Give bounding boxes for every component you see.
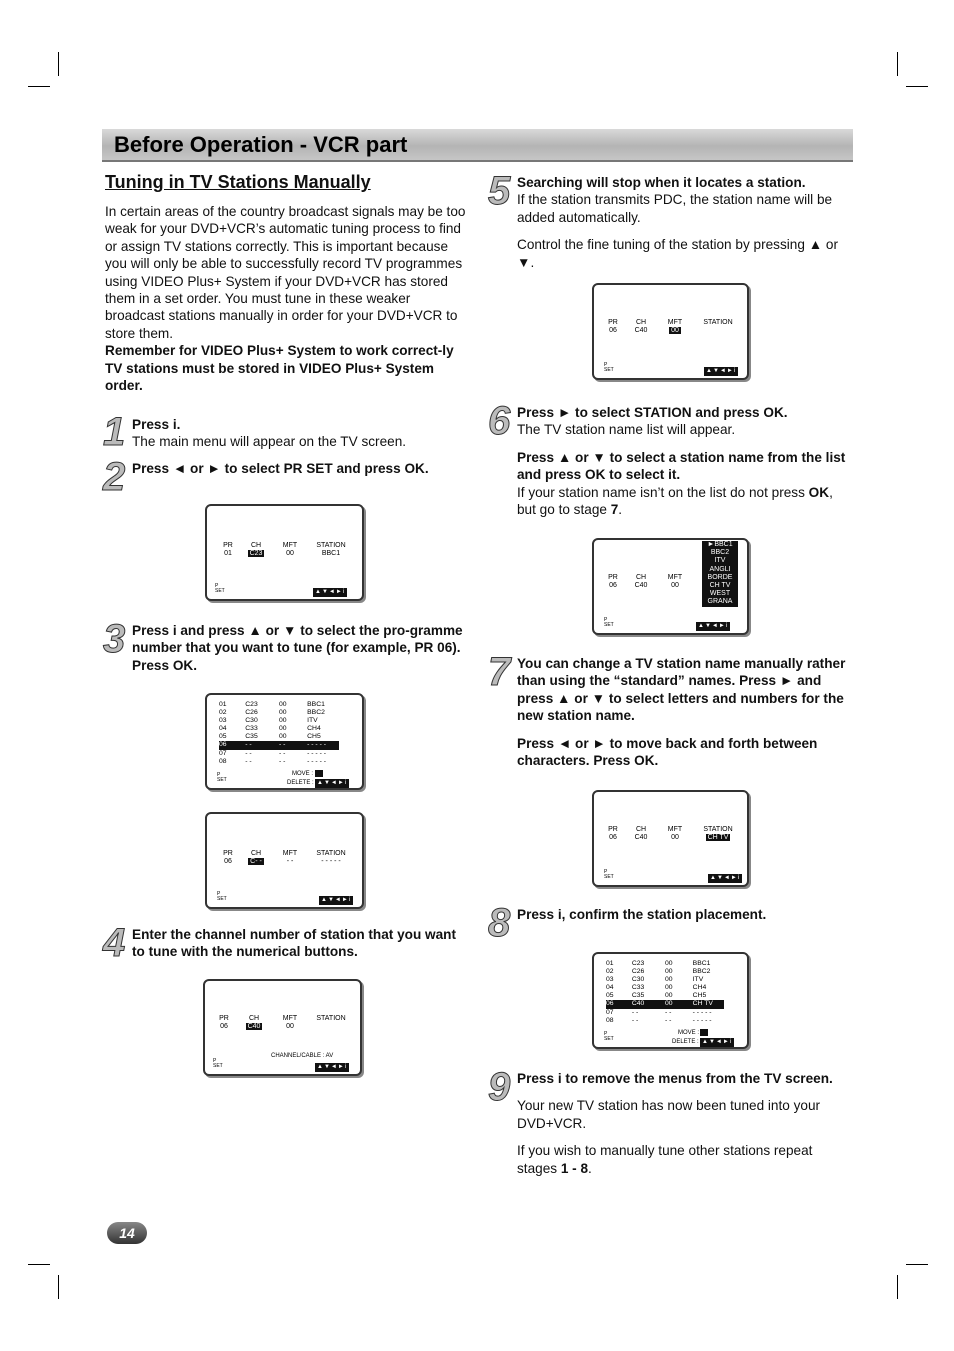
step-2-bold: Press ◄ or ► to select PR SET and press OK. — [132, 461, 429, 476]
list-row — [219, 733, 339, 741]
list-cell: 00 — [279, 725, 287, 733]
step-1-text — [132, 416, 467, 451]
station-name-item: ANGLI — [709, 565, 731, 573]
list-cell: 07 — [606, 1008, 614, 1016]
move-label: MOVE : — [292, 771, 314, 777]
station-label: STATION — [316, 850, 346, 857]
channel-cable-label: CHANNEL/CABLE : AV — [271, 1053, 334, 1059]
pr-label: PR — [608, 319, 618, 326]
station-name-item: ►BBC1 — [707, 541, 733, 548]
list-cell: CH4 — [692, 984, 707, 992]
mft-label: MFT — [667, 574, 683, 581]
list-cell: 05 — [219, 733, 227, 741]
ch-value: C- - — [250, 858, 262, 865]
list-row — [219, 717, 339, 725]
intro-text: In certain areas of the country broadcast signals may be too weak for your DVD+VCR’s automatic tuning process to find or assign TV stations correctly. This is important because you will only be able to successfully record TV programmes using VIDEO Plus+ System if your DVD+VCR has stored them in a set order. You must tune in these weaker broadcast stations manually in order for your DVD+VCR to store them. — [105, 204, 466, 341]
list-row — [219, 725, 339, 733]
station-label: STATION — [316, 542, 346, 549]
list-cell: - - — [279, 741, 286, 749]
list-row — [219, 709, 339, 717]
list-cell: CH5 — [307, 733, 321, 741]
step-3-bold: Press i and press ▲ or ▼ to select the pro-gramme number that you want to tune (for example, PR 06). Press OK. — [132, 623, 463, 673]
nav-buttons-icon: ▲▼◄►i — [706, 368, 737, 374]
ch-label: CH — [635, 574, 647, 581]
crop-mark — [58, 52, 59, 76]
station-name-item: ITV — [714, 557, 726, 565]
step-2-text — [132, 460, 467, 477]
list-cell: 00 — [665, 992, 673, 1000]
ch-label: CH — [250, 542, 262, 549]
list-cell: 00 — [665, 976, 673, 984]
tv-screen-program-list — [205, 693, 364, 790]
ch-value: C40 — [247, 1023, 261, 1030]
pset-icon: P SET — [215, 583, 225, 594]
step-9-stages: 1 - 8 — [560, 1160, 589, 1176]
list-cell: C26 — [631, 968, 645, 976]
list-cell: 00 — [665, 984, 673, 992]
step-5-body: If the station transmits PDC, the station name will be added automatically. — [517, 192, 833, 225]
list-cell: 06 — [606, 1000, 614, 1008]
step-6-body2c: , but go to stage — [517, 484, 833, 518]
delete-label: DELETE : — [287, 780, 314, 786]
step-9-body2a: If you wish to manually tune other stations repeat stages — [517, 1143, 813, 1176]
list-cell: BBC2 — [692, 968, 711, 976]
step-1-body: The main menu will appear on the TV screen. — [132, 434, 407, 450]
station-label: STATION — [703, 319, 733, 326]
station-name-item: BORDE — [707, 573, 733, 581]
list-cell: - - — [631, 1016, 639, 1024]
station-name-list — [702, 541, 738, 607]
step-number: 8 — [488, 901, 511, 945]
station-name-item: CH TV — [709, 582, 731, 590]
step-3-text — [132, 622, 467, 674]
list-cell: C35 — [631, 992, 645, 1000]
list-cell: 02 — [219, 709, 227, 717]
station-value: - - - - - — [321, 858, 341, 865]
list-row — [606, 960, 724, 968]
step-6-text — [517, 404, 850, 518]
list-cell: CH4 — [307, 725, 321, 733]
list-cell: 00 — [279, 709, 287, 717]
program-list — [606, 960, 724, 1025]
pr-value: 01 — [224, 550, 232, 557]
station-name-item: BBC2 — [710, 549, 730, 557]
program-list — [219, 701, 339, 766]
station-name-item: GRANA — [707, 598, 733, 606]
list-cell: 00 — [279, 717, 287, 725]
list-cell: 04 — [606, 984, 614, 992]
list-cell: C30 — [245, 717, 258, 725]
delete-label: DELETE : — [672, 1039, 699, 1045]
step-6-stage: 7 — [610, 502, 619, 518]
station-value: BBC1 — [321, 550, 341, 557]
tv-screen-station-list — [592, 538, 749, 635]
ch-label: CH — [635, 826, 647, 833]
list-row — [219, 750, 339, 758]
step-5-body2: Control the fine tuning of the station by pressing ▲ or ▼. — [517, 237, 839, 270]
list-cell: C33 — [631, 984, 645, 992]
step-number: 4 — [103, 921, 126, 965]
list-cell: 00 — [665, 960, 673, 967]
list-cell: - - — [279, 749, 286, 757]
mft-label: MFT — [282, 542, 298, 549]
step-number: 5 — [488, 169, 511, 213]
tv-screen-pr-set — [205, 504, 364, 601]
move-label: MOVE : — [678, 1030, 700, 1036]
mft-value: 00 — [671, 582, 679, 589]
step-number: 2 — [103, 455, 126, 499]
list-cell: 00 — [665, 1000, 673, 1008]
list-cell: - - - - - — [307, 757, 326, 765]
list-cell: ITV — [307, 717, 318, 725]
ch-value: C40 — [634, 834, 648, 841]
pset-icon: P SET — [604, 617, 614, 628]
intro-column — [105, 172, 470, 394]
step-6-body2e: . — [618, 502, 623, 518]
section-title: Tuning in TV Stations Manually — [105, 172, 371, 192]
tv-screen-program-list-final — [592, 952, 749, 1049]
nav-buttons-icon: ▲▼◄►i — [317, 1064, 348, 1070]
list-row — [606, 968, 724, 976]
step-8-bold: Press i, confirm the station placement. — [517, 907, 767, 922]
nav-buttons-icon: ▲▼◄►i — [315, 589, 346, 595]
pr-value: 06 — [609, 327, 617, 334]
step-5-bold: Searching will stop when it locates a station. — [517, 175, 806, 190]
step-number: 3 — [103, 617, 126, 661]
list-cell: C23 — [245, 701, 258, 708]
pr-label: PR — [219, 1015, 229, 1022]
list-cell: - - — [631, 1008, 639, 1016]
step-9-text — [517, 1070, 850, 1177]
step-6-bold: Press ► to select STATION and press OK. — [517, 405, 788, 420]
list-cell: C40 — [631, 1000, 645, 1008]
list-row — [219, 701, 339, 709]
list-cell: BBC2 — [307, 709, 325, 717]
ch-label: CH — [248, 1015, 260, 1022]
pr-label: PR — [608, 574, 618, 581]
crop-mark — [58, 1275, 59, 1299]
list-cell: 06 — [219, 741, 227, 749]
pr-value: 06 — [224, 858, 232, 865]
list-cell: 03 — [219, 717, 227, 725]
mft-label: MFT — [282, 850, 298, 857]
list-cell: 04 — [219, 725, 227, 733]
list-cell: - - — [245, 749, 252, 757]
list-cell: - - — [245, 757, 252, 765]
step-6-body2a: If your station name isn’t on the list do not press — [517, 484, 809, 500]
list-cell: 03 — [606, 976, 614, 984]
step-6-ok: OK — [808, 484, 830, 500]
list-cell: 01 — [606, 960, 614, 967]
ch-value: C23 — [249, 550, 263, 557]
crop-mark — [906, 1264, 928, 1265]
pr-label: PR — [223, 542, 233, 549]
step-7-bold: You can change a TV station name manually rather than using the “standard” names. Press ► and press ▲ or ▼ to select letters and numbers for the new station name. — [517, 656, 846, 724]
move-icon — [700, 1029, 708, 1036]
list-cell: - - — [665, 1016, 672, 1024]
list-cell: 00 — [279, 733, 287, 741]
list-cell: 00 — [279, 701, 287, 708]
pr-label: PR — [223, 850, 233, 857]
list-cell: CH TV — [692, 1000, 713, 1008]
list-cell: - - — [245, 741, 252, 749]
crop-mark — [28, 86, 50, 87]
pset-icon: P SET — [213, 1058, 223, 1069]
nav-buttons-icon: ▲▼◄►i — [698, 623, 729, 629]
tv-screen-fine-tune — [592, 283, 749, 380]
list-cell: C35 — [245, 733, 258, 741]
list-cell: 00 — [665, 968, 673, 976]
list-row — [606, 1009, 724, 1017]
step-7-text — [517, 655, 850, 769]
list-cell: BBC1 — [692, 960, 711, 967]
step-7-bold2: Press ◄ or ► to move back and forth between characters. Press OK. — [517, 735, 818, 769]
list-cell: C26 — [245, 709, 258, 717]
list-cell: BBC1 — [307, 701, 325, 708]
list-cell: C23 — [631, 960, 645, 967]
list-row — [219, 758, 339, 766]
mft-value: 00 — [671, 834, 679, 841]
list-cell: - - - - - — [692, 1016, 712, 1024]
step-number: 7 — [488, 650, 511, 694]
list-row — [219, 741, 339, 749]
step-number: 6 — [488, 399, 511, 443]
step-4-bold: Enter the channel number of station that you want to tune with the numerical buttons. — [132, 927, 457, 960]
station-name-item: WEST — [709, 590, 731, 598]
list-row — [606, 976, 724, 984]
list-cell: 08 — [606, 1016, 614, 1024]
list-cell: - - - - - — [692, 1008, 712, 1016]
nav-buttons-icon: ▲▼◄►i — [321, 897, 352, 903]
tv-screen-edit-name — [592, 790, 749, 887]
crop-mark — [906, 86, 928, 87]
list-cell: 08 — [219, 757, 227, 765]
nav-buttons-icon: ▲▼◄►i — [702, 1039, 733, 1045]
step-6-body: The TV station name list will appear. — [517, 422, 736, 438]
step-number: 1 — [103, 410, 126, 454]
step-9-body2c: . — [588, 1160, 592, 1176]
header-banner — [102, 129, 853, 162]
step-6-bold2: Press ▲ or ▼ to select a station name from the list and press OK to select it. — [517, 449, 846, 483]
pset-icon: P SET — [604, 362, 614, 373]
move-icon — [315, 770, 323, 777]
mft-label: MFT — [667, 826, 683, 833]
step-9-body: Your new TV station has now been tuned into your DVD+VCR. — [517, 1098, 821, 1131]
pset-icon: P SET — [217, 772, 227, 783]
mft-label: MFT — [667, 319, 683, 326]
intro-bold: Remember for VIDEO Plus+ System to work correct-ly TV stations must be stored in VIDEO Plus+ System order. — [105, 343, 454, 394]
tv-screen-pr-06 — [205, 812, 364, 909]
list-cell: 02 — [606, 968, 614, 976]
nav-buttons-icon: ▲▼◄►i — [317, 780, 348, 786]
list-cell: - - — [279, 757, 286, 765]
list-cell: CH5 — [692, 992, 707, 1000]
ch-label: CH — [635, 319, 647, 326]
list-cell: - - - - - — [307, 741, 326, 749]
pset-icon: P SET — [604, 869, 614, 880]
list-row — [606, 992, 724, 1000]
crop-mark — [897, 1275, 898, 1299]
list-cell: - - — [665, 1008, 672, 1016]
crop-mark — [897, 52, 898, 76]
list-cell: C30 — [631, 976, 645, 984]
station-label: STATION — [703, 826, 733, 833]
page-title: Before Operation - VCR part — [114, 132, 408, 157]
list-cell: 01 — [219, 701, 227, 708]
step-9-bold: Press i to remove the menus from the TV screen. — [517, 1071, 833, 1086]
nav-buttons-icon: ▲▼◄►i — [710, 875, 741, 881]
pr-value: 06 — [609, 582, 617, 589]
pset-icon: P SET — [217, 891, 227, 902]
list-cell: ITV — [692, 976, 704, 984]
ch-label: CH — [250, 850, 262, 857]
step-8-text — [517, 906, 850, 923]
mft-value: 00 — [671, 327, 679, 334]
step-5-text — [517, 174, 850, 271]
ch-value: C40 — [634, 582, 648, 589]
step-4-text — [132, 926, 467, 961]
step-number: 9 — [488, 1065, 511, 1109]
step-1-bold: Press i. — [132, 417, 181, 432]
page-number: 14 — [107, 1222, 147, 1244]
mft-value: 00 — [286, 550, 294, 557]
mft-label: MFT — [282, 1015, 298, 1022]
crop-mark — [28, 1264, 50, 1265]
pset-icon: P SET — [604, 1031, 614, 1042]
pr-label: PR — [608, 826, 618, 833]
list-cell: 05 — [606, 992, 614, 1000]
list-cell: C33 — [245, 725, 258, 733]
list-cell: 07 — [219, 749, 227, 757]
list-row — [606, 1017, 724, 1025]
list-row — [606, 984, 724, 992]
mft-value: 00 — [286, 1023, 294, 1030]
list-cell: - - - - - — [307, 749, 326, 757]
tv-screen-channel-entry — [203, 979, 362, 1076]
pr-value: 06 — [220, 1023, 228, 1030]
ch-value: C40 — [634, 327, 648, 334]
pr-value: 06 — [609, 834, 617, 841]
list-row — [606, 1000, 724, 1008]
station-value: CH TV — [707, 834, 729, 841]
station-label: STATION — [316, 1015, 346, 1022]
mft-value: - - — [286, 858, 294, 865]
